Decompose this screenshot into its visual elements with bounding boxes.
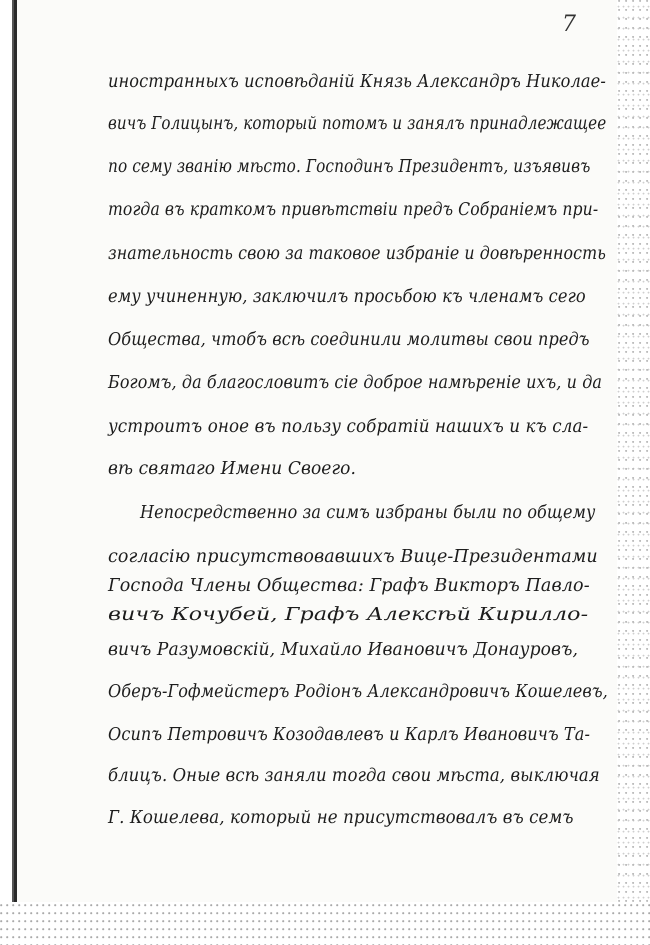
- text-line: Господа Члены Общества: Графъ Викторъ Павло-: [108, 576, 590, 596]
- text-line: Общества, чтобъ всѣ соединили молитвы свои предъ: [108, 330, 590, 350]
- text-line: Оберъ-Гофмейстеръ Родіонъ Александровичъ Кошелевъ,: [108, 682, 608, 702]
- text-line: вичъ Голицынъ, который потомъ и занялъ принадлежащее: [108, 114, 607, 134]
- text-line: Осипъ Петровичъ Козодавлевъ и Карлъ Ивановичъ Та-: [108, 725, 591, 745]
- text-line: Непосредственно за симъ избраны были по общему: [140, 503, 596, 523]
- text-line: устроитъ оное въ пользу собратій нашихъ и къ сла-: [108, 417, 589, 437]
- text-line: Богомъ, да благословитъ сіе доброе намѣреніе ихъ, и да: [108, 373, 603, 393]
- text-line: иностранныхъ исповѣданій Князь Александръ Николае-: [108, 72, 606, 92]
- text-line: вичъ Разумовскій, Михайло Ивановичъ Донауровъ,: [108, 640, 579, 660]
- text-line: по сему званію мѣсто. Господинъ Президентъ, изъявивъ: [108, 157, 591, 177]
- text-line: ему учиненную, заключилъ просьбою къ членамъ сего: [108, 287, 586, 307]
- text-line: блицъ. Оные всѣ заняли тогда свои мѣста, выключая: [108, 766, 600, 786]
- text-line: согласію присутствовавшихъ Вице-Президентами: [108, 547, 598, 567]
- text-line: вичъ Кочубей, Графъ Алексѣй Кирилло-: [108, 605, 589, 625]
- text-line: тогда въ краткомъ привѣтствіи предъ Собраніемъ при-: [108, 200, 599, 220]
- scan-bottom-edge: [0, 902, 650, 945]
- text-line: знательность свою за таковое избраніе и довѣренность: [108, 244, 606, 264]
- text-line: Г. Кошелева, который не присутствовалъ въ семъ: [108, 808, 574, 828]
- page-number: 7: [562, 12, 576, 37]
- text-line: вѣ святаго Имени Своего.: [108, 459, 357, 479]
